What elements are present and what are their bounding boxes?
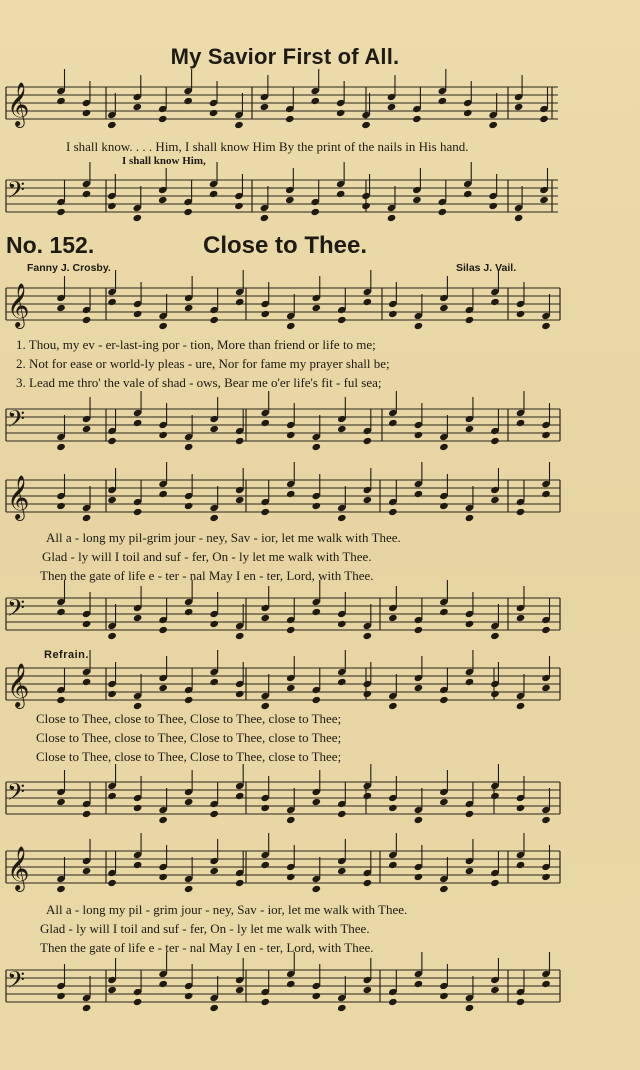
note-head [541, 431, 551, 439]
note-head [463, 109, 473, 117]
note-head [260, 103, 270, 111]
hymn-number: No. 152. [6, 232, 95, 258]
note-head [516, 702, 526, 710]
note-head [209, 810, 219, 818]
note-head [158, 322, 168, 330]
refrain-label: Refrain. [44, 649, 89, 661]
note-head [311, 304, 321, 312]
note-head [184, 443, 194, 451]
note-head [209, 316, 219, 324]
note-head [336, 190, 346, 198]
note-head [209, 1004, 219, 1012]
hymn-composer: Silas J. Vail. [456, 262, 517, 274]
note-head [337, 810, 347, 818]
note-head [107, 986, 117, 994]
note-head [183, 208, 193, 216]
refrain-line-3: Close to Thee, close to Thee, Close to Thee, close to Thee; [36, 749, 342, 764]
note-head [363, 632, 373, 640]
note-head [184, 885, 194, 893]
note-head [363, 792, 373, 800]
note-head [412, 196, 422, 204]
note-head [488, 121, 498, 129]
note-head [82, 1004, 92, 1012]
verse-2-line-4: Glad - ly will I toil and suf - fer, On - ly let me walk with Thee. [40, 921, 370, 936]
note-head [541, 684, 551, 692]
note-head [414, 626, 424, 634]
note-head [439, 502, 449, 510]
note-head [56, 208, 66, 216]
note-head [363, 298, 373, 306]
treble-clef-icon: 𝄞 [7, 82, 30, 126]
note-head [388, 861, 398, 869]
note-head [260, 861, 270, 869]
verse-2-line-1: 2. Not for ease or world-ly pleas - ure, Nor for fame my prayer shall be; [16, 356, 390, 371]
note-head [439, 608, 449, 616]
note-head [311, 608, 321, 616]
note-head [337, 425, 347, 433]
verse-3-line-4: Then the gate of life e - ter - nal May I en - ter, Lord, with Thee. [40, 940, 374, 955]
note-head [541, 490, 551, 498]
note-head [286, 626, 296, 634]
verse-1-line-2: All a - long my pil-grim jour - ney, Sav - ior, let me walk with Thee. [46, 530, 401, 545]
note-head [107, 121, 117, 129]
note-head [133, 419, 143, 427]
note-head [82, 190, 92, 198]
note-head [414, 873, 424, 881]
note-head [158, 873, 168, 881]
note-head [438, 208, 448, 216]
note-head [388, 702, 398, 710]
note-head [388, 998, 398, 1006]
note-head [82, 620, 92, 628]
note-head [82, 316, 92, 324]
note-head [56, 502, 66, 510]
note-head [158, 196, 168, 204]
note-head [539, 115, 549, 123]
hymn-author: Fanny J. Crosby. [27, 262, 111, 274]
note-head [285, 196, 295, 204]
top-hymn-lyric-lower: I shall know Him, [122, 155, 206, 167]
note-head [516, 998, 526, 1006]
note-head [336, 109, 346, 117]
note-head [337, 678, 347, 686]
note-head [184, 304, 194, 312]
bass-clef-icon: 𝄢 [7, 778, 26, 811]
note-head [82, 425, 92, 433]
note-head [107, 298, 117, 306]
note-head [514, 103, 524, 111]
note-head [337, 316, 347, 324]
treble-clef-icon: 𝄞 [7, 475, 30, 519]
note-head [234, 202, 244, 210]
note-head [516, 614, 526, 622]
note-head [311, 502, 321, 510]
note-head [363, 690, 373, 698]
note-head [388, 419, 398, 427]
note-head [337, 514, 347, 522]
note-head [311, 798, 321, 806]
note-head [516, 861, 526, 869]
note-head [260, 419, 270, 427]
note-head [260, 310, 270, 318]
note-head [235, 298, 245, 306]
note-head [209, 514, 219, 522]
note-head [311, 885, 321, 893]
note-head [183, 97, 193, 105]
note-head [465, 678, 475, 686]
verse-1-line-4: All a - long my pil - grim jour - ney, Sav - ior, let me walk with Thee. [46, 902, 408, 917]
note-head [516, 508, 526, 516]
note-head [311, 696, 321, 704]
note-head [107, 632, 117, 640]
note-head [133, 614, 143, 622]
refrain-line-2: Close to Thee, close to Thee, Close to Thee, close to Thee; [36, 730, 342, 745]
note-head [82, 810, 92, 818]
note-head [463, 190, 473, 198]
note-head [132, 103, 142, 111]
note-head [311, 443, 321, 451]
note-head [260, 804, 270, 812]
note-head [388, 804, 398, 812]
note-head [184, 696, 194, 704]
note-head [363, 879, 373, 887]
note-head [133, 861, 143, 869]
bass-clef-icon: 𝄢 [7, 966, 26, 999]
note-head [82, 109, 92, 117]
note-head [465, 620, 475, 628]
treble-clef-icon: 𝄞 [7, 663, 30, 707]
note-head [133, 508, 143, 516]
note-head [158, 626, 168, 634]
treble-clef-icon: 𝄞 [7, 283, 30, 327]
note-head [56, 608, 66, 616]
note-head [439, 304, 449, 312]
note-head [490, 496, 500, 504]
note-head [337, 620, 347, 628]
note-head [490, 690, 500, 698]
note-head [56, 443, 66, 451]
note-head [133, 310, 143, 318]
note-head [209, 867, 219, 875]
note-head [158, 816, 168, 824]
note-head [56, 696, 66, 704]
note-head [465, 810, 475, 818]
note-head [414, 816, 424, 824]
note-head [260, 508, 270, 516]
note-head [158, 490, 168, 498]
note-head [414, 322, 424, 330]
note-head [158, 115, 168, 123]
note-head [107, 879, 117, 887]
note-head [439, 696, 449, 704]
note-head [541, 873, 551, 881]
note-head [285, 115, 295, 123]
note-head [361, 202, 371, 210]
verse-3-line-1: 3. Lead me thro' the vale of shad - ows, Bear me o'er life's fit - ful sea; [16, 375, 382, 390]
note-head [235, 792, 245, 800]
note-head [82, 867, 92, 875]
note-head [260, 998, 270, 1006]
note-head [439, 992, 449, 1000]
note-head [490, 437, 500, 445]
note-head [412, 115, 422, 123]
note-head [465, 1004, 475, 1012]
note-head [363, 986, 373, 994]
note-head [514, 214, 524, 222]
note-head [490, 986, 500, 994]
treble-clef-icon: 𝄞 [7, 846, 30, 890]
note-head [541, 626, 551, 634]
note-head [490, 792, 500, 800]
note-head [184, 608, 194, 616]
note-head [56, 992, 66, 1000]
note-head [184, 502, 194, 510]
note-head [107, 792, 117, 800]
note-head [465, 316, 475, 324]
note-head [414, 980, 424, 988]
note-head [260, 702, 270, 710]
note-head [439, 443, 449, 451]
note-head [82, 678, 92, 686]
note-head [439, 798, 449, 806]
note-head [361, 121, 371, 129]
verse-3-line-2: Then the gate of life e - ter - nal May I en - ter, Lord, with Thee. [40, 568, 374, 583]
note-head [235, 632, 245, 640]
note-head [184, 992, 194, 1000]
note-head [286, 980, 296, 988]
refrain-line-1: Close to Thee, close to Thee, Close to Thee, close to Thee; [36, 711, 342, 726]
note-head [56, 798, 66, 806]
verse-1-line-1: 1. Thou, my ev - er-last-ing por - tion, More than friend or life to me; [16, 337, 376, 352]
verse-2-line-2: Glad - ly will I toil and suf - fer, On - ly let me walk with Thee. [42, 549, 372, 564]
hymn-title: Close to Thee. [203, 232, 368, 259]
note-head [541, 980, 551, 988]
note-head [286, 816, 296, 824]
note-head [107, 690, 117, 698]
note-head [286, 873, 296, 881]
note-head [414, 684, 424, 692]
note-head [260, 214, 270, 222]
note-head [286, 322, 296, 330]
note-head [516, 310, 526, 318]
note-head [388, 614, 398, 622]
note-head [209, 678, 219, 686]
note-head [490, 879, 500, 887]
bass-clef-icon: 𝄢 [7, 594, 26, 627]
note-head [209, 425, 219, 433]
bass-clef-icon: 𝄢 [7, 405, 26, 438]
note-head [158, 684, 168, 692]
note-head [286, 490, 296, 498]
note-head [56, 304, 66, 312]
top-hymn-title: My Savior First of All. [170, 44, 400, 69]
note-head [158, 431, 168, 439]
note-head [82, 514, 92, 522]
note-head [310, 97, 320, 105]
bass-clef-icon: 𝄢 [7, 176, 26, 209]
note-head [541, 816, 551, 824]
note-head [158, 980, 168, 988]
note-head [414, 431, 424, 439]
note-head [286, 684, 296, 692]
note-head [363, 496, 373, 504]
note-head [235, 437, 245, 445]
note-head [363, 437, 373, 445]
note-head [107, 437, 117, 445]
note-head [465, 867, 475, 875]
note-head [310, 208, 320, 216]
note-head [541, 322, 551, 330]
note-head [56, 885, 66, 893]
note-head [490, 632, 500, 640]
note-head [235, 690, 245, 698]
note-head [414, 490, 424, 498]
note-head [209, 190, 219, 198]
note-head [209, 620, 219, 628]
note-head [311, 992, 321, 1000]
note-head [539, 196, 549, 204]
note-head [235, 496, 245, 504]
note-head [133, 702, 143, 710]
note-head [387, 214, 397, 222]
note-head [490, 298, 500, 306]
note-head [286, 431, 296, 439]
note-head [133, 804, 143, 812]
note-head [235, 879, 245, 887]
note-head [488, 202, 498, 210]
note-head [465, 514, 475, 522]
note-head [465, 425, 475, 433]
note-head [438, 97, 448, 105]
note-head [132, 214, 142, 222]
note-head [388, 310, 398, 318]
note-head [260, 614, 270, 622]
note-head [337, 867, 347, 875]
note-head [107, 202, 117, 210]
note-head [516, 804, 526, 812]
note-head [107, 496, 117, 504]
note-head [235, 986, 245, 994]
note-head [388, 508, 398, 516]
top-hymn-lyric: I shall know. . . . Him, I shall know Him By the print of the nails in His hand. [66, 139, 469, 154]
note-head [56, 97, 66, 105]
note-head [234, 121, 244, 129]
note-head [209, 109, 219, 117]
note-head [184, 798, 194, 806]
note-head [337, 1004, 347, 1012]
note-head [133, 998, 143, 1006]
note-head [439, 885, 449, 893]
note-head [516, 419, 526, 427]
note-head [387, 103, 397, 111]
